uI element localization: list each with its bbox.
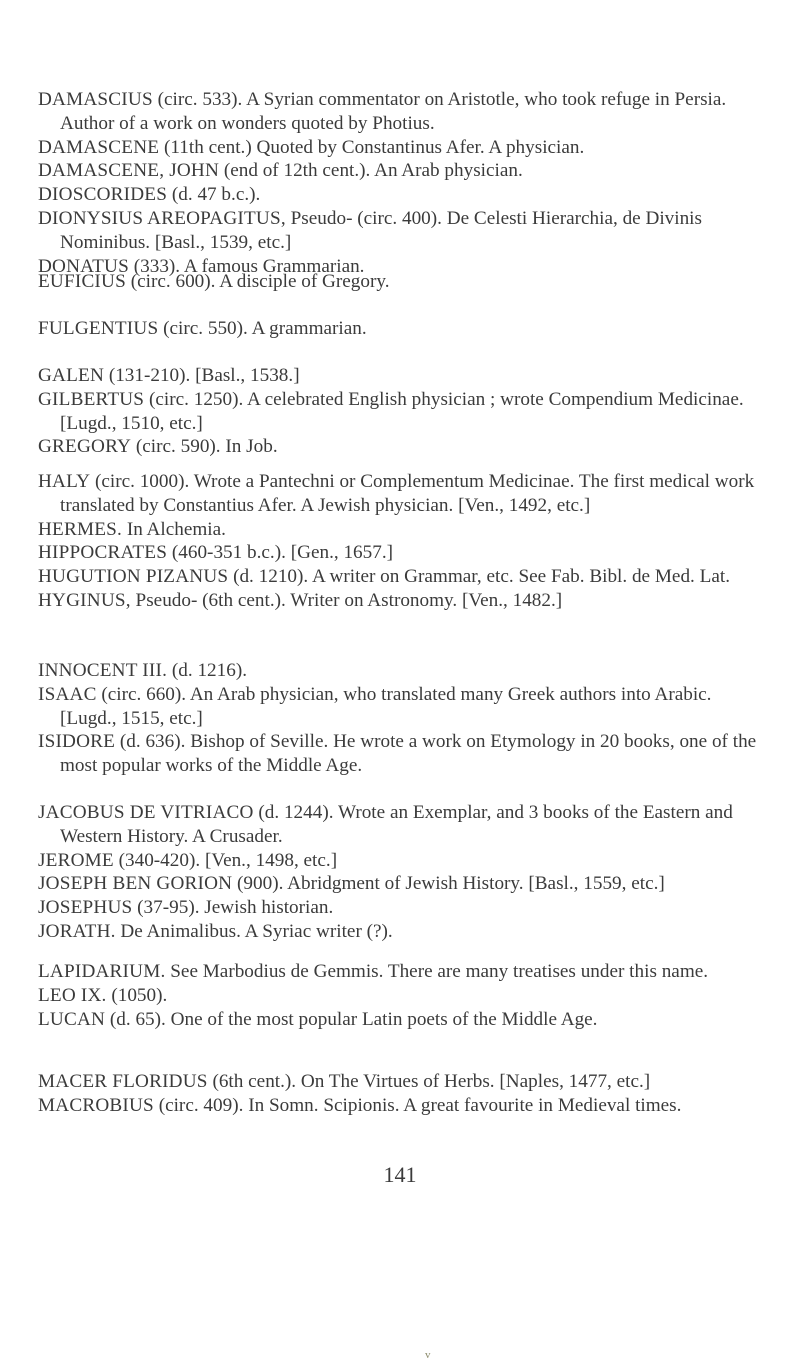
entry-heading: GREGORY <box>38 436 132 458</box>
entry-gilbertus <box>38 388 758 436</box>
entry-heading: JACOBUS DE VITRIACO <box>38 802 254 823</box>
entry-text: (1050). <box>111 984 168 1006</box>
entries-i <box>38 659 758 778</box>
entry-text: Pseudo- (6th cent.). Writer on Astronomy. [Ven., 1482.] <box>135 589 563 611</box>
entry-jerome <box>38 849 758 873</box>
entry-dionysius <box>38 207 758 255</box>
entry-isaac <box>38 683 758 731</box>
entry-text: (circ. 533). A Syrian commentator on Aristotle, who took refuge in Persia. Author of a work on wonders quoted by Photius. <box>60 89 727 134</box>
entries-j <box>38 801 758 944</box>
entry-text: (circ. 550). A grammarian. <box>163 318 367 339</box>
entry-heading: HYGINUS, <box>38 589 131 611</box>
entry-heading: LUCAN <box>38 1008 106 1030</box>
entry-heading: JEROME <box>38 849 114 871</box>
entry-text: See Marbodius de Gemmis. There are many treatises under this name. <box>170 961 709 982</box>
entry-heading: DIONYSIUS AREOPAGITUS, <box>38 207 286 229</box>
entry-innocent <box>38 659 758 683</box>
entry-jorath <box>38 920 758 944</box>
entry-haly <box>38 470 758 518</box>
entry-text: In Alchemia. <box>126 518 226 540</box>
entry-heading: JOSEPH BEN GORION <box>38 873 233 895</box>
entry-josephus <box>38 896 758 920</box>
entry-heading: HUGUTION PIZANUS <box>38 566 229 588</box>
entry-heading: LAPIDARIUM. <box>38 961 166 982</box>
entry-heading: GALEN <box>38 365 105 386</box>
entry-hugution <box>38 565 758 589</box>
entry-damascene-john <box>38 159 758 183</box>
entry-leo-ix <box>38 984 758 1008</box>
entry-heading: MACER FLORIDUS <box>38 1071 208 1092</box>
entry-hippocrates <box>38 541 758 565</box>
entry-heading: DIOSCORIDES <box>38 184 168 206</box>
entry-gregory <box>38 435 758 459</box>
entry-heading: JORATH. <box>38 920 116 942</box>
entry-lapidarium <box>38 960 758 984</box>
entry-text: (d. 1210). A writer on Grammar, etc. See Fab. Bibl. de Med. Lat. <box>233 566 731 588</box>
entry-heading: EUFICIUS <box>38 271 126 292</box>
entry-text: (end of 12th cent.). An Arab physician. <box>223 160 523 182</box>
entry-text: (d. 65). One of the most popular Latin poets of the Middle Age. <box>109 1008 598 1030</box>
entry-fulgentius <box>38 317 758 341</box>
entry-text: (333). A famous Grammarian. <box>133 255 365 277</box>
entry-text: (37-95). Jewish historian. <box>137 897 334 919</box>
entry-heading: ISIDORE <box>38 731 116 753</box>
entry-heading: DONATUS <box>38 255 129 277</box>
entry-heading: HALY <box>38 471 91 492</box>
entry-text: (d. 636). Bishop of Seville. He wrote a work on Etymology in 20 books, one of the most popular works of the Middle Age. <box>60 731 757 777</box>
entries-h <box>38 470 758 613</box>
entry-text: (900). Abridgment of Jewish History. [Basl., 1559, etc.] <box>237 873 665 895</box>
entry-text: (6th cent.). On The Virtues of Herbs. [Naples, 1477, etc.] <box>212 1071 651 1092</box>
entry-text: (d. 1244). Wrote an Exemplar, and 3 books of the Eastern and Western History. A Crusader. <box>60 802 733 847</box>
entry-euficius <box>38 270 758 294</box>
entry-text: Pseudo- (circ. 400). De Celesti Hierarchia, de Divinis Nominibus. [Basl., 1539, etc.] <box>60 207 702 253</box>
entry-heading: DAMASCENE <box>38 136 160 158</box>
entry-text: De Animalibus. A Syriac writer (?). <box>120 920 393 942</box>
entry-text: (circ. 1000). Wrote a Pantechni or Complementum Medicinae. The first medical work translated by Constantius Afer. A Jewish physician. [Ven., 1492, etc.] <box>60 471 755 516</box>
entry-heading: INNOCENT III. <box>38 660 168 681</box>
entry-heading: HERMES. <box>38 518 123 540</box>
entry-text: (circ. 1250). A celebrated English physician ; wrote Compendium Medicinae. [Lugd., 1510, etc.] <box>60 388 744 434</box>
corner-mark: v <box>425 1349 431 1361</box>
entry-dioscorides <box>38 183 758 207</box>
entry-text: (11th cent.) Quoted by Constantinus Afer. A physician. <box>164 136 585 158</box>
entries-d <box>38 88 758 278</box>
entry-text: (circ. 590). In Job. <box>135 436 278 458</box>
entry-hyginus <box>38 589 758 613</box>
entry-text: (circ. 660). An Arab physician, who translated many Greek authors into Arabic. [Lugd., 1515, etc.] <box>60 683 712 729</box>
entry-damascius <box>38 88 758 136</box>
entry-heading: DAMASCIUS <box>38 89 153 110</box>
entry-hermes <box>38 518 758 542</box>
entry-heading: JOSEPHUS <box>38 897 133 919</box>
entry-heading: DAMASCENE, JOHN <box>38 160 220 182</box>
entry-heading: HIPPOCRATES <box>38 542 168 564</box>
entry-macrobius <box>38 1094 758 1118</box>
entry-joseph-ben-gorion <box>38 872 758 896</box>
entry-heading: LEO IX. <box>38 984 107 1006</box>
entry-text: (d. 47 b.c.). <box>171 184 261 206</box>
entry-text: (circ. 409). In Somn. Scipionis. A great favourite in Medieval times. <box>158 1094 682 1116</box>
entries-g <box>38 364 758 459</box>
entries-m <box>38 1070 758 1118</box>
entries-f <box>38 317 758 341</box>
entry-text: (d. 1216). <box>171 660 248 681</box>
entry-text: (460-351 b.c.). [Gen., 1657.] <box>171 542 394 564</box>
entry-damascene <box>38 136 758 160</box>
entries-e <box>38 270 758 294</box>
entry-heading: ISAAC <box>38 683 97 705</box>
entry-text: (131-210). [Basl., 1538.] <box>108 365 300 386</box>
entry-heading: FULGENTIUS <box>38 318 159 339</box>
entry-galen <box>38 364 758 388</box>
entries-l <box>38 960 758 1031</box>
entry-heading: GILBERTUS <box>38 388 145 410</box>
entry-macer-floridus <box>38 1070 758 1094</box>
entry-jacobus <box>38 801 758 849</box>
entry-text: (circ. 600). A disciple of Gregory. <box>130 271 390 292</box>
entry-heading: MACROBIUS <box>38 1094 154 1116</box>
entry-isidore <box>38 730 758 778</box>
entry-lucan <box>38 1008 758 1032</box>
entry-text: (340-420). [Ven., 1498, etc.] <box>118 849 338 871</box>
page-number: 141 <box>383 1162 417 1187</box>
